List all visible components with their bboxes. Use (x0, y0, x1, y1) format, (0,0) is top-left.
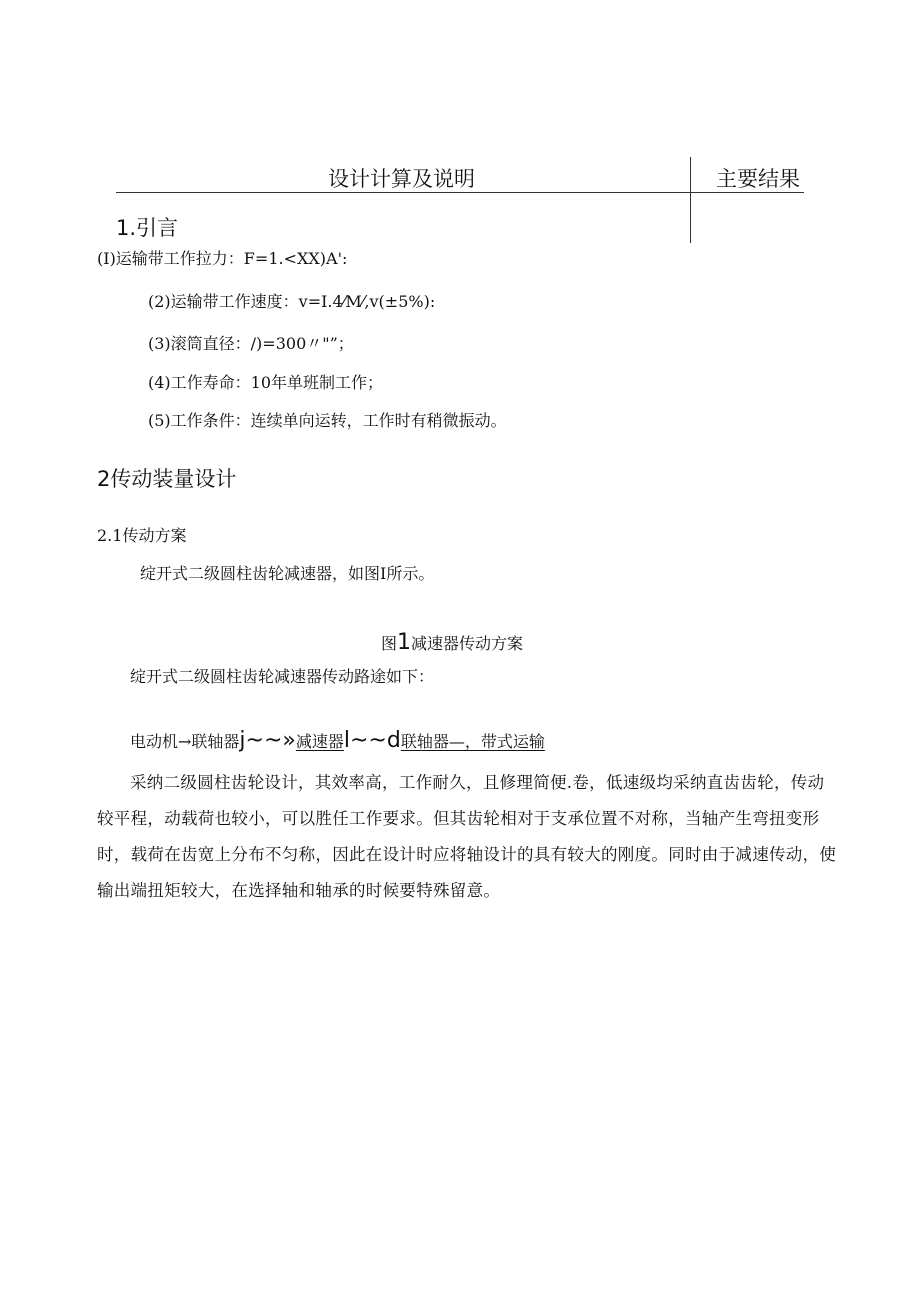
flow-conveyor: —，带式运输 (448, 732, 545, 751)
header-right-title: 主要结果 (716, 167, 800, 191)
header-rule (116, 192, 804, 193)
subsection-2-1-title: 2.1传动方案 (97, 526, 187, 545)
figure-caption-prefix: 图 (381, 634, 398, 653)
figure-caption (381, 630, 523, 655)
spec-item-2: (2)运输带工作速度：v=I.4⁄M⁄,v(±5%): (148, 292, 436, 311)
spec-item-4: (4)工作寿命：10年单班制工作； (148, 373, 384, 392)
flow-reducer: 减速器 (295, 732, 344, 751)
spec-item-1: (I)运输带工作拉力：F=1.<XX)A': (97, 249, 348, 268)
section-1-title: 1.引言 (116, 216, 179, 240)
scheme-intro: 绽开式二级圆柱齿轮减速器，如图I所示。 (140, 564, 435, 583)
column-divider (690, 157, 691, 243)
design-paragraph: 采纳二级圆柱齿轮设计，其效率高，工作耐久，且修理简便.卷，低速级均采纳直齿齿轮，传动较平程，动载荷也较小，可以胜任工作要求。但其齿轮相对于支承位置不对称，当轴产生弯扭变形时，载荷在齿宽上分布不匀称，因此在设计时应将轴设计的具有较大的刚度。同时由于减速传动，使输出端扭矩较大，在选择轴和轴承的时候要特殊留意。 (97, 773, 837, 900)
figure-caption-number: 1 (397, 630, 412, 655)
route-intro: 绽开式二级圆柱齿轮减速器传动路途如下： (130, 667, 435, 686)
header-left-title: 设计计算及说明 (328, 167, 475, 191)
flow-motor-coupling: 电动机→联轴器 (130, 732, 240, 751)
figure-caption-text: 减速器传动方案 (411, 634, 524, 653)
spec-item-5: (5)工作条件：连续单向运转，工作时有稍微振动。 (148, 411, 507, 430)
flow-coupling: 联轴器 (400, 732, 449, 751)
transmission-flow (130, 728, 545, 753)
flow-symbol-1: j~~» (239, 728, 296, 753)
flow-symbol-2: l~~d (343, 728, 401, 753)
spec-item-3: (3)滚筒直径：/)=300〃"”； (148, 334, 354, 353)
section-2-title: 2传动装量设计 (97, 467, 237, 491)
